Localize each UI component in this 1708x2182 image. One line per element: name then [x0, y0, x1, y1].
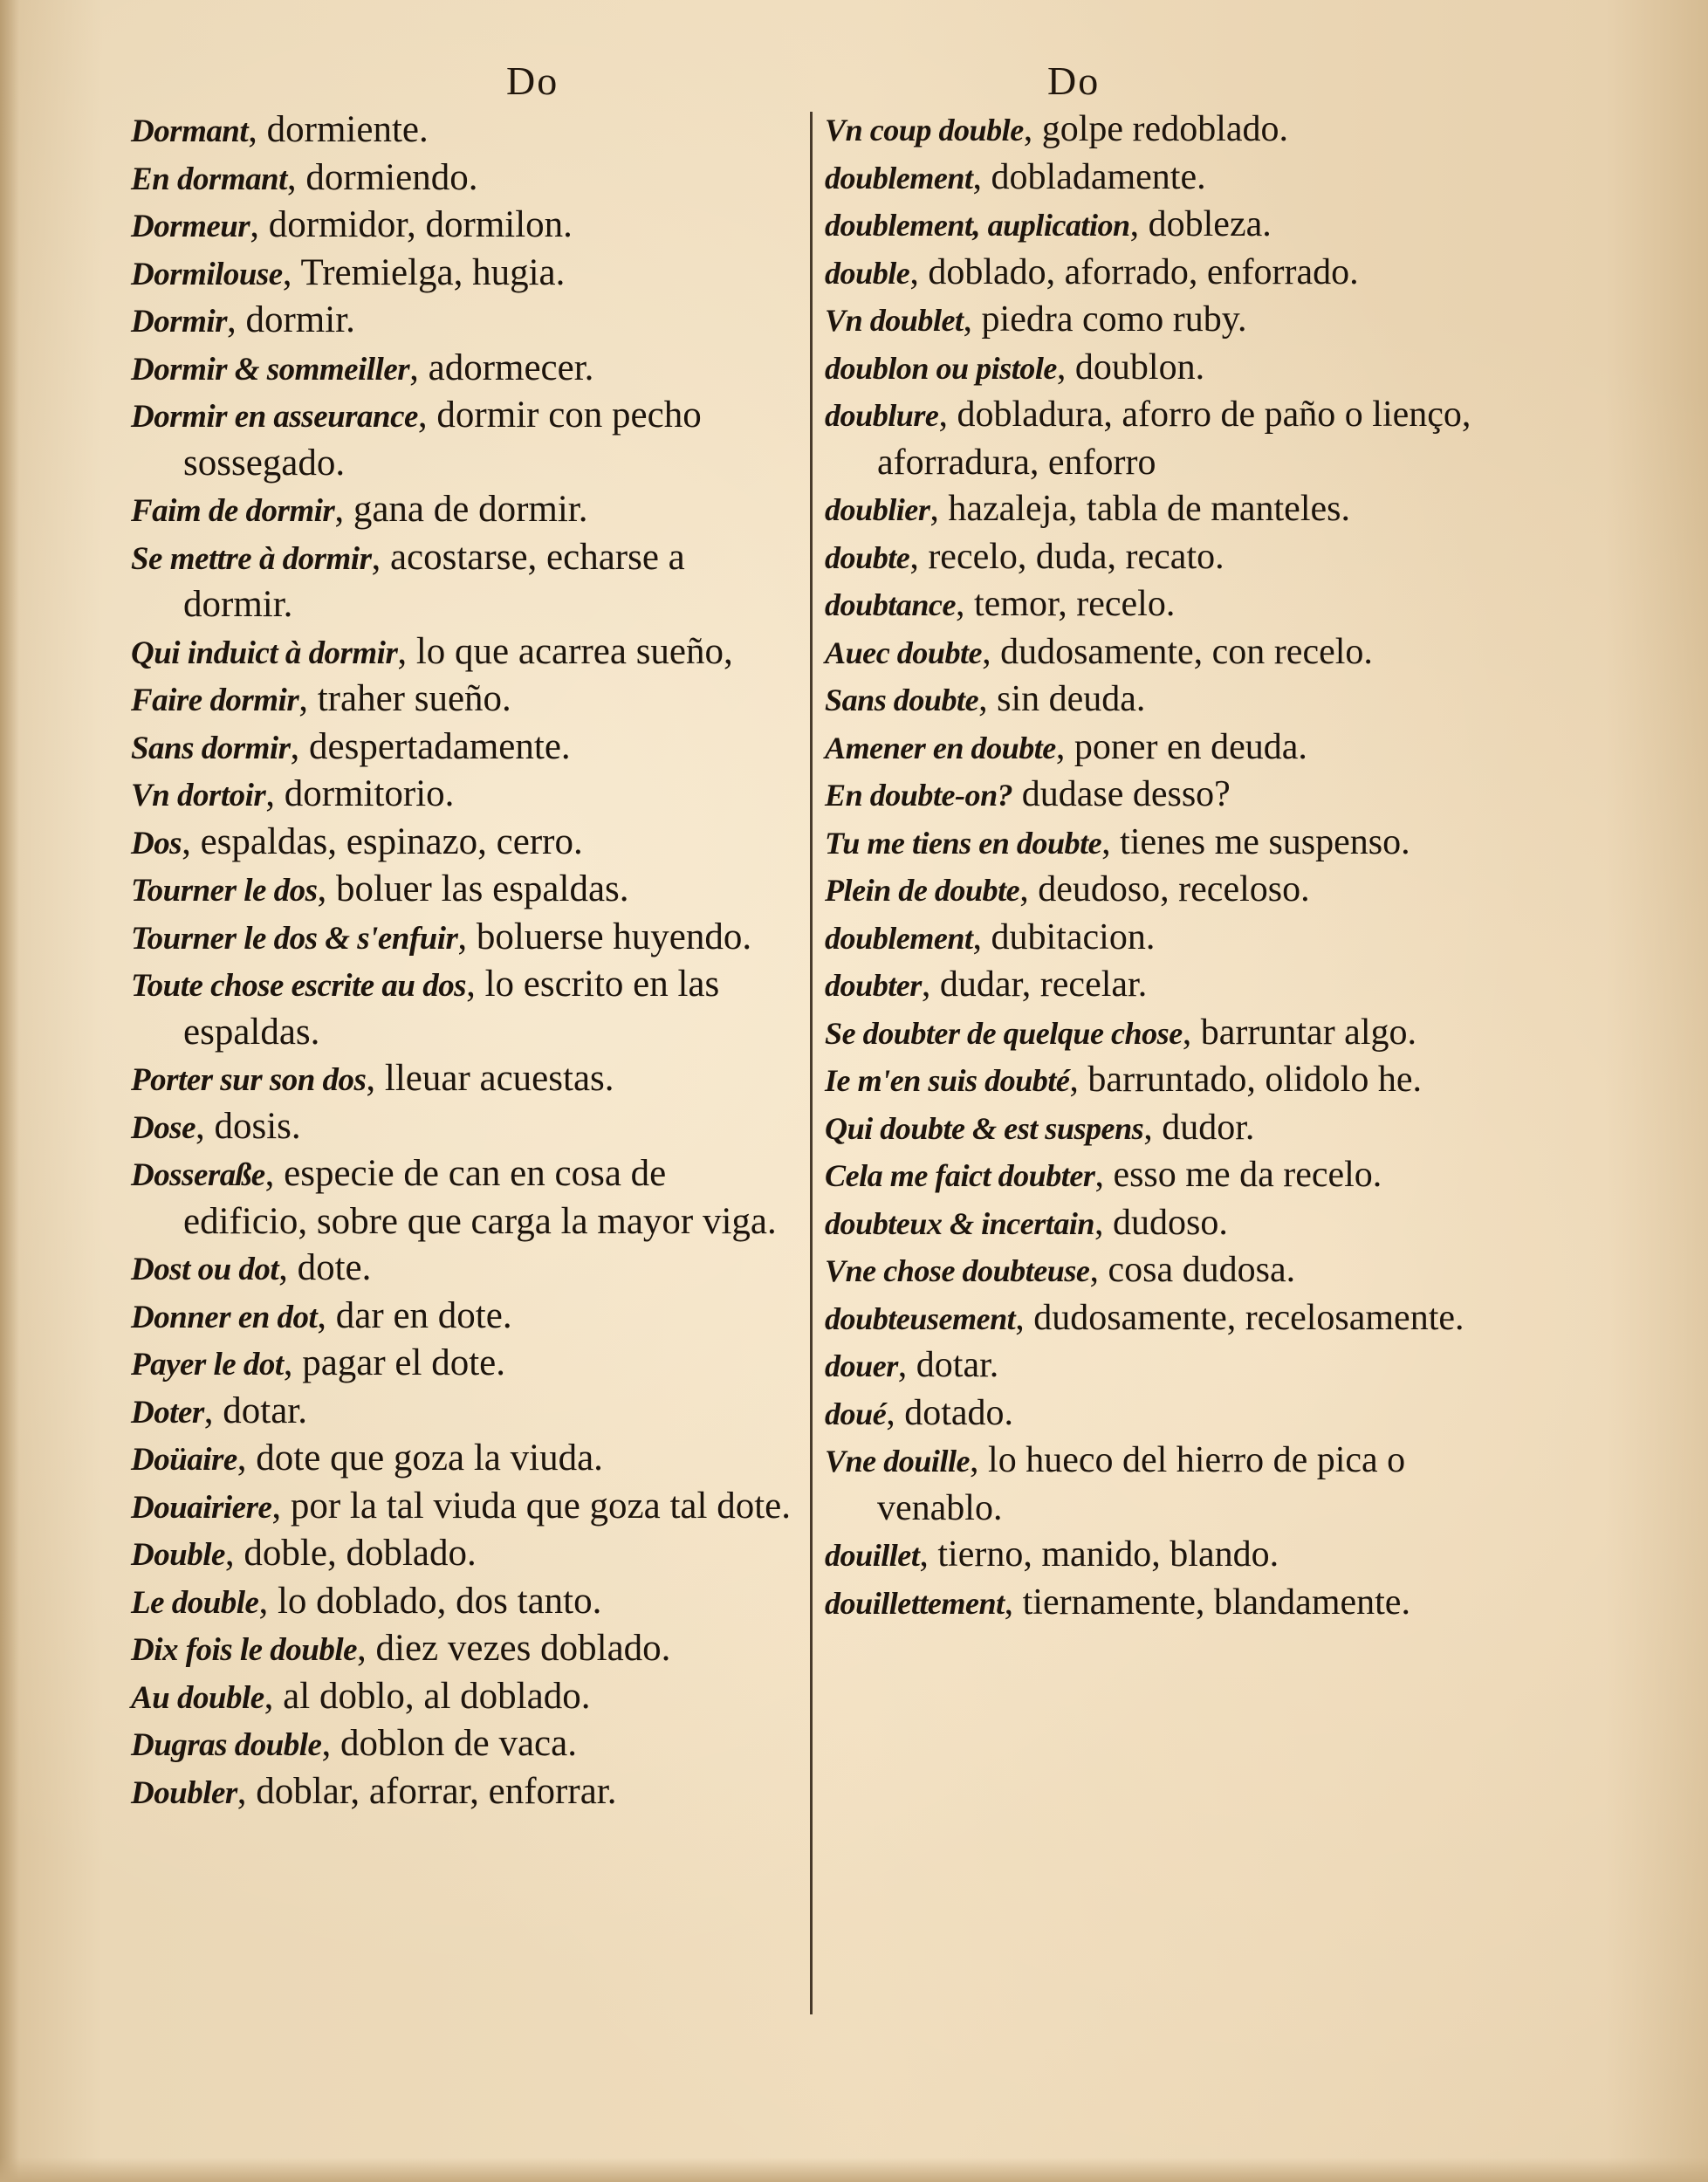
translation: , barruntado, olidolo he.	[1069, 1060, 1422, 1100]
headword: Amener en doubte	[825, 730, 1056, 765]
translation: , dormitorio.	[265, 773, 455, 814]
headword: doublier	[825, 492, 930, 527]
dictionary-entry	[825, 867, 1488, 915]
translation: , dobladura, aforro de paño o lienço, aforradura, enforro	[877, 395, 1471, 483]
dictionary-entry	[131, 392, 794, 486]
translation: , temor, recelo.	[955, 584, 1176, 624]
translation: , lleuar acuestas.	[366, 1058, 614, 1099]
page-edge-shadow	[0, 0, 19, 2182]
headword: double	[825, 255, 910, 291]
dictionary-entry	[825, 1532, 1488, 1580]
translation: , dormidor, dormilon.	[250, 204, 573, 245]
headword: Tourner le dos	[131, 872, 318, 908]
translation: , lo doblado, dos tanto.	[258, 1580, 602, 1622]
translation: , dudosamente, recelosamente.	[1015, 1297, 1464, 1338]
translation: , adormecer.	[409, 347, 594, 388]
translation: , doblon de vaca.	[321, 1723, 577, 1764]
translation: , cosa dudosa.	[1089, 1250, 1296, 1290]
translation: , dudoso.	[1094, 1202, 1228, 1243]
translation: , dosis.	[195, 1105, 301, 1147]
dictionary-entry	[825, 962, 1488, 1010]
dictionary-entry	[131, 1103, 794, 1151]
headword: Toute chose escrite au dos	[131, 967, 467, 1003]
translation: , pagar el dote.	[283, 1342, 505, 1383]
headword: Au double	[131, 1678, 264, 1715]
dictionary-entry	[825, 202, 1488, 250]
dictionary-entry	[131, 1483, 794, 1531]
page-bottom-shadow	[0, 2158, 1708, 2182]
headword: doublement	[825, 160, 973, 196]
translation: , doublon.	[1056, 347, 1205, 388]
translation: , dotado.	[886, 1392, 1014, 1433]
translation: , diez vezes doblado.	[357, 1628, 671, 1669]
headword: Dos	[131, 824, 182, 861]
dictionary-entry	[131, 1435, 794, 1483]
translation: , dote que goza la viuda.	[237, 1438, 603, 1479]
dictionary-entry	[825, 1580, 1488, 1628]
headword: Vn doublet	[825, 303, 964, 338]
dictionary-entry	[825, 1295, 1488, 1343]
translation: , doble, doblado.	[224, 1533, 477, 1574]
headword: Dosseraße	[131, 1156, 265, 1192]
dictionary-entry	[131, 1245, 794, 1293]
dictionary-entry	[131, 1625, 794, 1673]
dictionary-entry	[131, 1673, 794, 1721]
translation: , lo escrito en las espaldas.	[183, 964, 720, 1053]
translation: , dudar, recelar.	[921, 964, 1148, 1005]
headword: doublement, auplication	[825, 208, 1130, 243]
left-column-header: Do	[506, 58, 559, 103]
headword: Dormant	[131, 113, 249, 148]
translation: , dubitacion.	[972, 916, 1156, 957]
headword: Douairiere	[131, 1488, 272, 1525]
right-column-header: Do	[1047, 58, 1101, 103]
translation: , acostarse, echarse a dormir.	[183, 536, 685, 625]
headword: doubteusement	[825, 1300, 1016, 1336]
translation: , deudoso, receloso.	[1019, 869, 1310, 909]
headword: Faire dormir	[131, 682, 299, 717]
dictionary-entry	[131, 250, 794, 298]
dictionary-entry	[131, 914, 794, 962]
headword: Ie m'en suis doubté	[825, 1063, 1070, 1098]
headword: doubteux & incertain	[825, 1205, 1095, 1241]
headword: Dugras double	[131, 1726, 322, 1762]
translation: , doblado, aforrado, enforrado.	[909, 251, 1359, 292]
dictionary-entry	[131, 1388, 794, 1436]
headword: douillettement	[825, 1585, 1005, 1621]
dictionary-entry	[825, 345, 1488, 393]
dictionary-entry	[825, 1152, 1488, 1200]
dictionary-entry	[131, 345, 794, 393]
headword: Se doubter de quelque chose	[825, 1015, 1183, 1051]
dictionary-entry	[131, 676, 794, 724]
headword: Se mettre à dormir	[131, 539, 372, 576]
dictionary-entry	[825, 250, 1488, 298]
dictionary-entry	[825, 820, 1488, 868]
dictionary-entry	[825, 1200, 1488, 1248]
headword: doué	[825, 1396, 887, 1431]
dictionary-entry	[825, 1247, 1488, 1295]
dictionary-entry	[825, 724, 1488, 772]
column-divider	[810, 112, 813, 2014]
translation: , piedra como ruby.	[963, 299, 1247, 340]
dictionary-entry	[131, 724, 794, 772]
translation: , dobladamente.	[972, 156, 1206, 197]
headword: Plein de doubte	[825, 873, 1020, 908]
translation: , lo hueco del hierro de pica o venablo.	[877, 1440, 1406, 1528]
dictionary-entry	[131, 106, 794, 154]
translation: , dotar.	[203, 1389, 307, 1431]
headword: Sans doubte	[825, 683, 979, 717]
dictionary-entry	[131, 1768, 794, 1816]
headword: Cela me faict doubter	[825, 1158, 1095, 1193]
dictionary-entry	[825, 1438, 1488, 1532]
dictionary-entry	[131, 1530, 794, 1578]
right-column	[825, 106, 1488, 1627]
dictionary-entry	[131, 866, 794, 914]
translation: , espaldas, espinazo, cerro.	[182, 820, 583, 862]
translation: , doblar, aforrar, enforrar.	[237, 1770, 617, 1812]
headword: doublure	[825, 398, 939, 433]
headword: Dormeur	[131, 208, 250, 244]
headword: Le double	[131, 1583, 259, 1620]
headword: Double	[131, 1536, 225, 1572]
dictionary-entry	[825, 581, 1488, 629]
translation: dudase desso?	[1012, 774, 1231, 814]
dictionary-entry	[825, 676, 1488, 724]
headword: Dormilouse	[131, 255, 283, 292]
translation: , dobleza.	[1129, 204, 1272, 244]
translation: , recelo, duda, recato.	[909, 536, 1224, 577]
headword: doubte	[825, 539, 910, 575]
translation: , por la tal viuda que goza tal dote.	[271, 1485, 791, 1527]
translation: , traher sueño.	[298, 678, 511, 719]
dictionary-entry	[825, 534, 1488, 582]
dictionary-entry	[131, 771, 794, 819]
dictionary-entry	[131, 486, 794, 534]
translation: , boluer las espaldas.	[317, 868, 629, 909]
dictionary-entry	[825, 1105, 1488, 1153]
headword: Qui induict à dormir	[131, 634, 398, 670]
dictionary-entry	[825, 392, 1488, 486]
translation: , sin deuda.	[978, 679, 1146, 719]
headword: Dormir & sommeiller	[131, 350, 410, 387]
dictionary-entry	[825, 154, 1488, 202]
translation: , especie de can en cosa de edificio, sobre que carga la mayor viga.	[183, 1153, 777, 1242]
headword: Vne chose doubteuse	[825, 1253, 1090, 1288]
dictionary-entry	[825, 629, 1488, 677]
dictionary-entry	[131, 1055, 794, 1103]
translation: , golpe redoblado.	[1023, 109, 1288, 149]
headword: doubter	[825, 968, 922, 1003]
translation: , dote.	[278, 1247, 372, 1288]
headword: Doter	[131, 1393, 204, 1430]
dictionary-entry	[825, 915, 1488, 963]
dictionary-entry	[131, 154, 794, 202]
dictionary-entry	[825, 486, 1488, 534]
dictionary-entry	[131, 1340, 794, 1388]
translation: , tierno, manido, blando.	[919, 1534, 1279, 1575]
translation: , barruntar algo.	[1182, 1012, 1416, 1053]
left-column	[131, 106, 794, 1815]
headword: Doubler	[131, 1774, 237, 1810]
headword: En dormant	[131, 160, 287, 196]
headword: Dix fois le double	[131, 1631, 358, 1667]
dictionary-entry	[131, 1578, 794, 1626]
translation: , dormir con pecho sossegado.	[183, 395, 702, 484]
dictionary-entry	[131, 534, 794, 628]
dictionary-entry	[131, 961, 794, 1055]
translation: , lo que acarrea sueño,	[397, 630, 733, 672]
headword: Auec doubte	[825, 635, 983, 670]
translation: , tiernamente, blandamente.	[1004, 1582, 1410, 1623]
dictionary-entry	[131, 297, 794, 345]
headword: Dost ou dot	[131, 1251, 279, 1287]
translation: , hazaleja, tabla de manteles.	[929, 489, 1350, 529]
dictionary-entry	[825, 1390, 1488, 1438]
translation: , gana de dormir.	[334, 489, 588, 530]
translation: , al doblo, al doblado.	[264, 1675, 591, 1717]
headword: Vn coup double	[825, 113, 1024, 148]
dictionary-entry	[825, 297, 1488, 345]
headword: Dose	[131, 1108, 195, 1145]
dictionary-entry	[825, 106, 1488, 154]
dictionary-entry	[825, 1010, 1488, 1058]
translation: , Tremielga, hugia.	[282, 251, 566, 293]
headword: Vne douille	[825, 1444, 971, 1479]
headword: Tu me tiens en doubte	[825, 825, 1102, 861]
translation: , dotar.	[897, 1345, 999, 1385]
dictionary-entry	[131, 628, 794, 676]
dictionary-entry	[131, 1720, 794, 1768]
dictionary-entry	[131, 819, 794, 867]
headword: Qui doubte & est suspens	[825, 1110, 1144, 1146]
dictionary-entry	[131, 1150, 794, 1245]
dictionary-entry	[825, 1057, 1488, 1105]
dictionary-entry	[825, 1342, 1488, 1390]
headword: Faim de dormir	[131, 492, 335, 528]
headword: Vn dortoir	[131, 777, 266, 813]
headword: Dormir en asseurance	[131, 398, 418, 434]
headword: Tourner le dos & s'enfuir	[131, 919, 458, 956]
headword: Dormir	[131, 303, 227, 339]
translation: , poner en deuda.	[1055, 726, 1307, 767]
translation: , dormiendo.	[286, 156, 478, 198]
headword: Donner en dot	[131, 1298, 318, 1335]
headword: Doüaire	[131, 1441, 237, 1477]
translation: , boluerse huyendo.	[457, 916, 752, 957]
headword: douer	[825, 1348, 898, 1383]
headword: Porter sur son dos	[131, 1061, 367, 1097]
dictionary-entry	[131, 1293, 794, 1341]
headword: Payer le dot	[131, 1346, 284, 1382]
headword: Sans dormir	[131, 729, 291, 765]
translation: , tienes me suspenso.	[1101, 821, 1410, 862]
translation: , dormir.	[226, 299, 355, 340]
headword: doubtance	[825, 587, 956, 622]
headword: douillet	[825, 1538, 920, 1573]
translation: , dormiente.	[248, 109, 429, 150]
translation: , despertadamente.	[290, 725, 571, 767]
translation: , esso me da recelo.	[1094, 1155, 1382, 1195]
translation: , dudosamente, con recelo.	[982, 631, 1373, 672]
translation: , dudor.	[1143, 1107, 1255, 1148]
headword: En doubte-on?	[825, 778, 1013, 813]
headword: doublement	[825, 920, 973, 956]
dictionary-entry	[825, 772, 1488, 820]
translation: , dar en dote.	[317, 1294, 512, 1336]
dictionary-entry	[131, 202, 794, 250]
headword: doublon ou pistole	[825, 350, 1057, 386]
